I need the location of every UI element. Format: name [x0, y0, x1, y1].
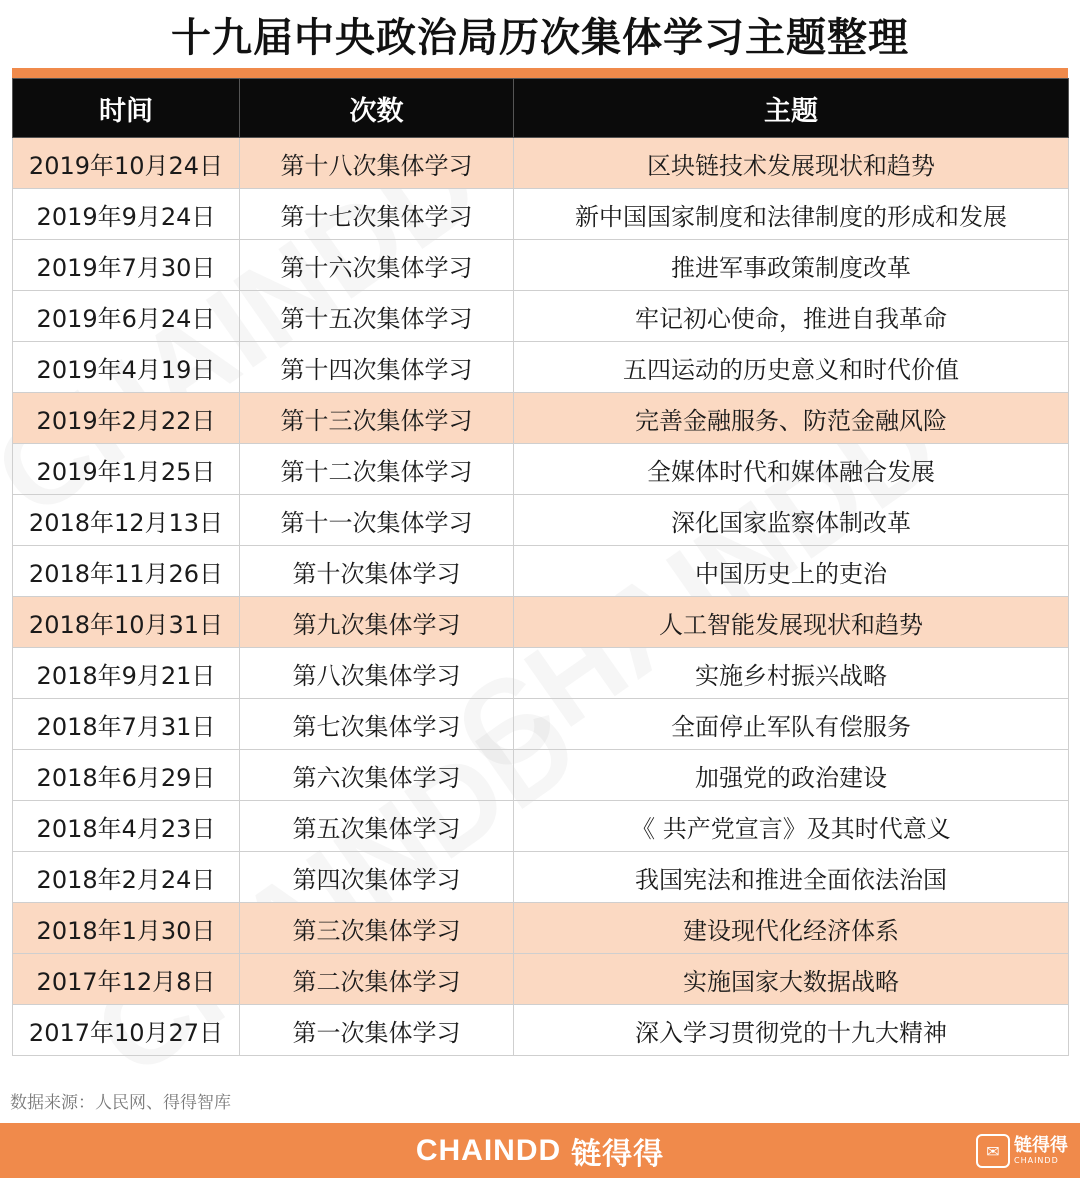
cell-topic: 牢记初心使命，推进自我革命 — [514, 291, 1069, 342]
cell-session: 第一次集体学习 — [240, 1005, 514, 1056]
table-row — [13, 1005, 1069, 1056]
cell-date: 2019年6月24日 — [13, 291, 240, 342]
table-row — [13, 699, 1069, 750]
cell-date: 2018年4月23日 — [13, 801, 240, 852]
cell-date: 2018年10月31日 — [13, 597, 240, 648]
cell-topic: 全面停止军队有偿服务 — [514, 699, 1069, 750]
table-row — [13, 393, 1069, 444]
cell-topic: 区块链技术发展现状和趋势 — [514, 138, 1069, 189]
cell-session: 第十二次集体学习 — [240, 444, 514, 495]
table-row — [13, 495, 1069, 546]
table-row — [13, 852, 1069, 903]
table-row — [13, 903, 1069, 954]
cell-topic: 完善金融服务、防范金融风险 — [514, 393, 1069, 444]
cell-session: 第十五次集体学习 — [240, 291, 514, 342]
table-row — [13, 801, 1069, 852]
cell-date: 2019年7月30日 — [13, 240, 240, 291]
table-row — [13, 954, 1069, 1005]
cell-date: 2018年9月21日 — [13, 648, 240, 699]
cell-session: 第五次集体学习 — [240, 801, 514, 852]
cell-session: 第三次集体学习 — [240, 903, 514, 954]
cell-topic: 实施国家大数据战略 — [514, 954, 1069, 1005]
cell-session: 第四次集体学习 — [240, 852, 514, 903]
cell-date: 2017年10月27日 — [13, 1005, 240, 1056]
cell-session: 第十六次集体学习 — [240, 240, 514, 291]
source-note: 数据来源：人民网、得得智库 — [10, 1093, 231, 1113]
table-row — [13, 291, 1069, 342]
table-row — [13, 342, 1069, 393]
brand-en: CHAINDD — [415, 1133, 562, 1167]
cell-session: 第十次集体学习 — [240, 546, 514, 597]
title-underline — [12, 68, 1068, 78]
cell-session: 第十四次集体学习 — [240, 342, 514, 393]
table-row — [13, 189, 1069, 240]
cell-topic: 推进军事政策制度改革 — [514, 240, 1069, 291]
corner-logo-cn: 链得得 — [1014, 1135, 1068, 1156]
cell-topic: 人工智能发展现状和趋势 — [514, 597, 1069, 648]
table-row — [13, 138, 1069, 189]
cell-date: 2019年1月25日 — [13, 444, 240, 495]
footer-bar — [0, 1123, 1080, 1178]
cell-date: 2019年4月19日 — [13, 342, 240, 393]
table-header-row — [13, 79, 1069, 138]
cell-date: 2018年2月24日 — [13, 852, 240, 903]
table-row — [13, 444, 1069, 495]
cell-topic: 建设现代化经济体系 — [514, 903, 1069, 954]
topics-table — [12, 78, 1069, 1056]
cell-date: 2017年12月8日 — [13, 954, 240, 1005]
table-row — [13, 597, 1069, 648]
cell-session: 第九次集体学习 — [240, 597, 514, 648]
cell-topic: 实施乡村振兴战略 — [514, 648, 1069, 699]
cell-session: 第十三次集体学习 — [240, 393, 514, 444]
table-row — [13, 648, 1069, 699]
column-header-topic: 主题 — [514, 79, 1069, 138]
cell-session: 第十七次集体学习 — [240, 189, 514, 240]
cell-topic: 全媒体时代和媒体融合发展 — [514, 444, 1069, 495]
chat-icon: ✉ — [976, 1134, 1010, 1168]
brand-cn: 链得得 — [571, 1137, 665, 1171]
cell-session: 第七次集体学习 — [240, 699, 514, 750]
corner-logo-en: CHAINDD — [1014, 1156, 1059, 1165]
cell-date: 2019年10月24日 — [13, 138, 240, 189]
cell-date: 2018年1月30日 — [13, 903, 240, 954]
cell-topic: 新中国国家制度和法律制度的形成和发展 — [514, 189, 1069, 240]
cell-date: 2018年11月26日 — [13, 546, 240, 597]
cell-session: 第十一次集体学习 — [240, 495, 514, 546]
table-row — [13, 240, 1069, 291]
cell-topic: 我国宪法和推进全面依法治国 — [514, 852, 1069, 903]
page-title: 十九届中央政治局历次集体学习主题整理 — [171, 14, 909, 61]
footer-brand — [0, 1123, 1080, 1178]
cell-topic: 中国历史上的吏治 — [514, 546, 1069, 597]
column-header-date: 时间 — [13, 79, 240, 138]
cell-date: 2019年9月24日 — [13, 189, 240, 240]
cell-date: 2018年6月29日 — [13, 750, 240, 801]
cell-session: 第十八次集体学习 — [240, 138, 514, 189]
cell-session: 第八次集体学习 — [240, 648, 514, 699]
cell-topic: 《 共产党宣言》及其时代意义 — [514, 801, 1069, 852]
cell-topic: 五四运动的历史意义和时代价值 — [514, 342, 1069, 393]
cell-topic: 深入学习贯彻党的十九大精神 — [514, 1005, 1069, 1056]
cell-date: 2018年7月31日 — [13, 699, 240, 750]
column-header-session: 次数 — [240, 79, 514, 138]
cell-session: 第六次集体学习 — [240, 750, 514, 801]
cell-topic: 深化国家监察体制改革 — [514, 495, 1069, 546]
table-row — [13, 546, 1069, 597]
cell-date: 2019年2月22日 — [13, 393, 240, 444]
cell-session: 第二次集体学习 — [240, 954, 514, 1005]
cell-topic: 加强党的政治建设 — [514, 750, 1069, 801]
table-row — [13, 750, 1069, 801]
cell-date: 2018年12月13日 — [13, 495, 240, 546]
corner-logo — [976, 1132, 1068, 1170]
